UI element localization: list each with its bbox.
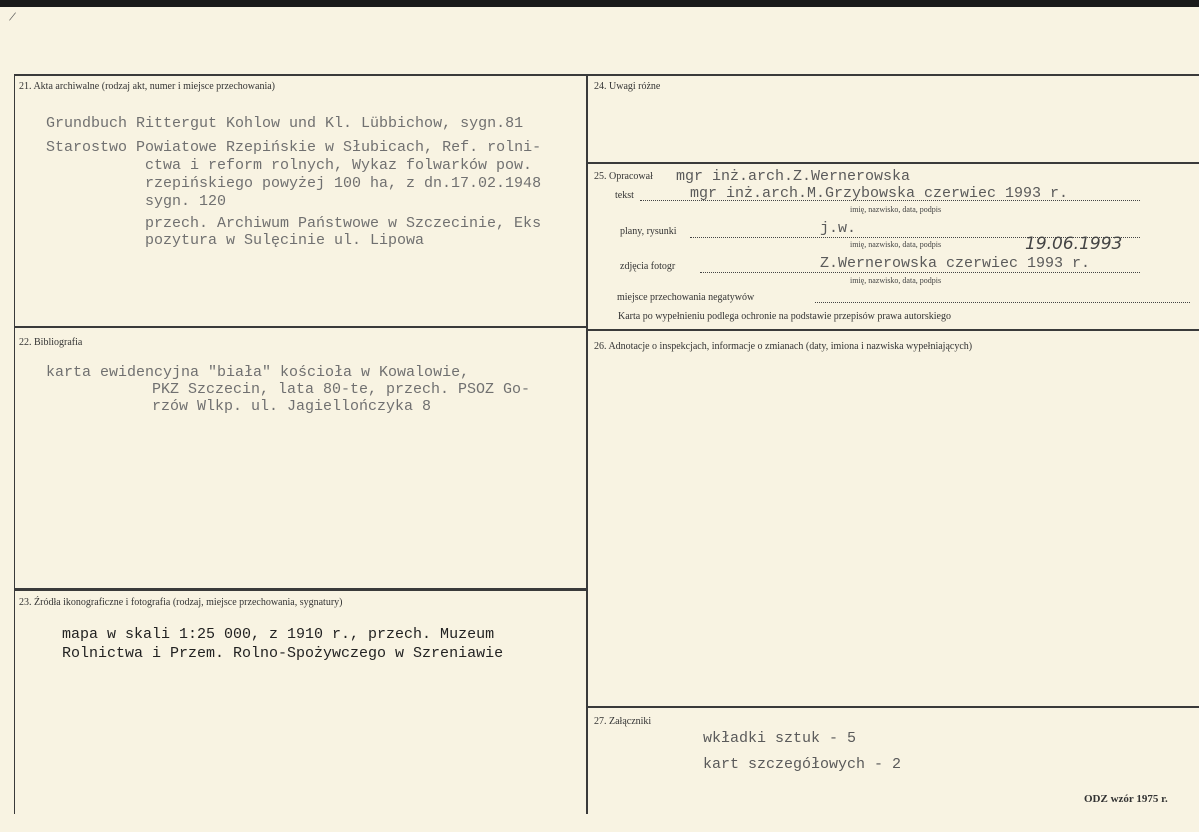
scan-top-edge	[0, 0, 1199, 7]
s25-zdjecia-value: Z.Wernerowska czerwiec 1993 r.	[820, 255, 1091, 272]
s25-tekst-label: tekst	[615, 190, 634, 201]
s22-line-2: PKZ Szczecin, lata 80-te, przech. PSOZ Go-	[152, 381, 531, 398]
s25-copyright-note: Karta po wypełnieniu podlega ochronie na podstawie przepisów prawa autorskiego	[618, 311, 951, 322]
s23-line-1: mapa w skali 1:25 000, z 1910 r., przech. Muzeum	[62, 626, 495, 643]
s25-caption-3: imię, nazwisko, data, podpis	[850, 276, 942, 285]
s21-line-2: Starostwo Powiatowe Rzepińskie w Słubicach, Ref. rolni-	[46, 139, 542, 156]
s21-line-5: sygn. 120	[145, 193, 227, 210]
section-25-label: 25. Opracował	[594, 171, 653, 182]
s25-plany-label: plany, rysunki	[620, 226, 677, 237]
s23-line-2: Rolnictwa i Przem. Rolno-Spożywczego w Szreniawie	[62, 645, 504, 662]
s22-line-1: karta ewidencyjna "biała" kościoła w Kowalowie,	[46, 364, 470, 381]
s27-line-1: wkładki sztuk - 5	[703, 730, 857, 747]
s25-handwritten-date: 19.06.1993	[1025, 234, 1123, 254]
section-27-label: 27. Załączniki	[594, 716, 652, 727]
s21-line-3: ctwa i reform rolnych, Wykaz folwarków pow.	[145, 157, 533, 174]
s25-plany-value: j.w.	[820, 220, 857, 237]
s25-zdjecia-label: zdjęcia fotogr	[620, 261, 676, 272]
corner-mark: /	[7, 9, 17, 26]
section-22-label: 22. Bibliografia	[19, 337, 83, 348]
s25-caption-2: imię, nazwisko, data, podpis	[850, 240, 942, 249]
s21-line-6: przech. Archiwum Państwowe w Szczecinie, Eks	[145, 215, 542, 232]
s25-miejsce-label: miejsce przechowania negatywów	[617, 292, 755, 303]
section-26-label: 26. Adnotacje o inspekcjach, informacje o zmianach (daty, imiona i nazwiska wypełniających)	[594, 341, 973, 352]
rule-22-23	[14, 588, 586, 591]
rule-25-26	[588, 329, 1199, 331]
left-border	[14, 74, 15, 814]
s25-caption-1: imię, nazwisko, data, podpis	[850, 205, 942, 214]
form-footer: ODZ wzór 1975 r.	[1084, 793, 1168, 805]
s21-line-1: Grundbuch Rittergut Kohlow und Kl. Lübbichow, sygn.81	[46, 115, 524, 132]
s25-tekst-line-2: mgr inż.arch.M.Grzybowska czerwiec 1993 r.	[690, 185, 1069, 202]
section-24-label: 24. Uwagi różne	[594, 81, 661, 92]
s21-line-7: pozytura w Sulęcinie ul. Lipowa	[145, 232, 425, 249]
rule-26-27	[588, 706, 1199, 708]
s22-line-3: rzów Wlkp. ul. Jagiellończyka 8	[152, 398, 432, 415]
section-21-label: 21. Akta archiwalne (rodzaj akt, numer i miejsce przechowania)	[19, 81, 276, 92]
rule-21-22	[14, 326, 586, 328]
s25-miejsce-dotted-line	[815, 302, 1190, 303]
s27-line-2: kart szczegółowych - 2	[703, 756, 902, 773]
s25-zdjecia-dotted-line	[700, 272, 1140, 273]
section-23-label: 23. Źródła ikonograficzne i fotografia (rodzaj, miejsce przechowania, sygnatury)	[19, 597, 343, 608]
top-rule	[14, 74, 1199, 76]
s21-line-4: rzepińskiego powyżej 100 ha, z dn.17.02.1948	[145, 175, 542, 192]
rule-24-25	[588, 162, 1199, 164]
center-divider	[586, 74, 588, 814]
s25-tekst-line-1: mgr inż.arch.Z.Wernerowska	[676, 168, 911, 185]
